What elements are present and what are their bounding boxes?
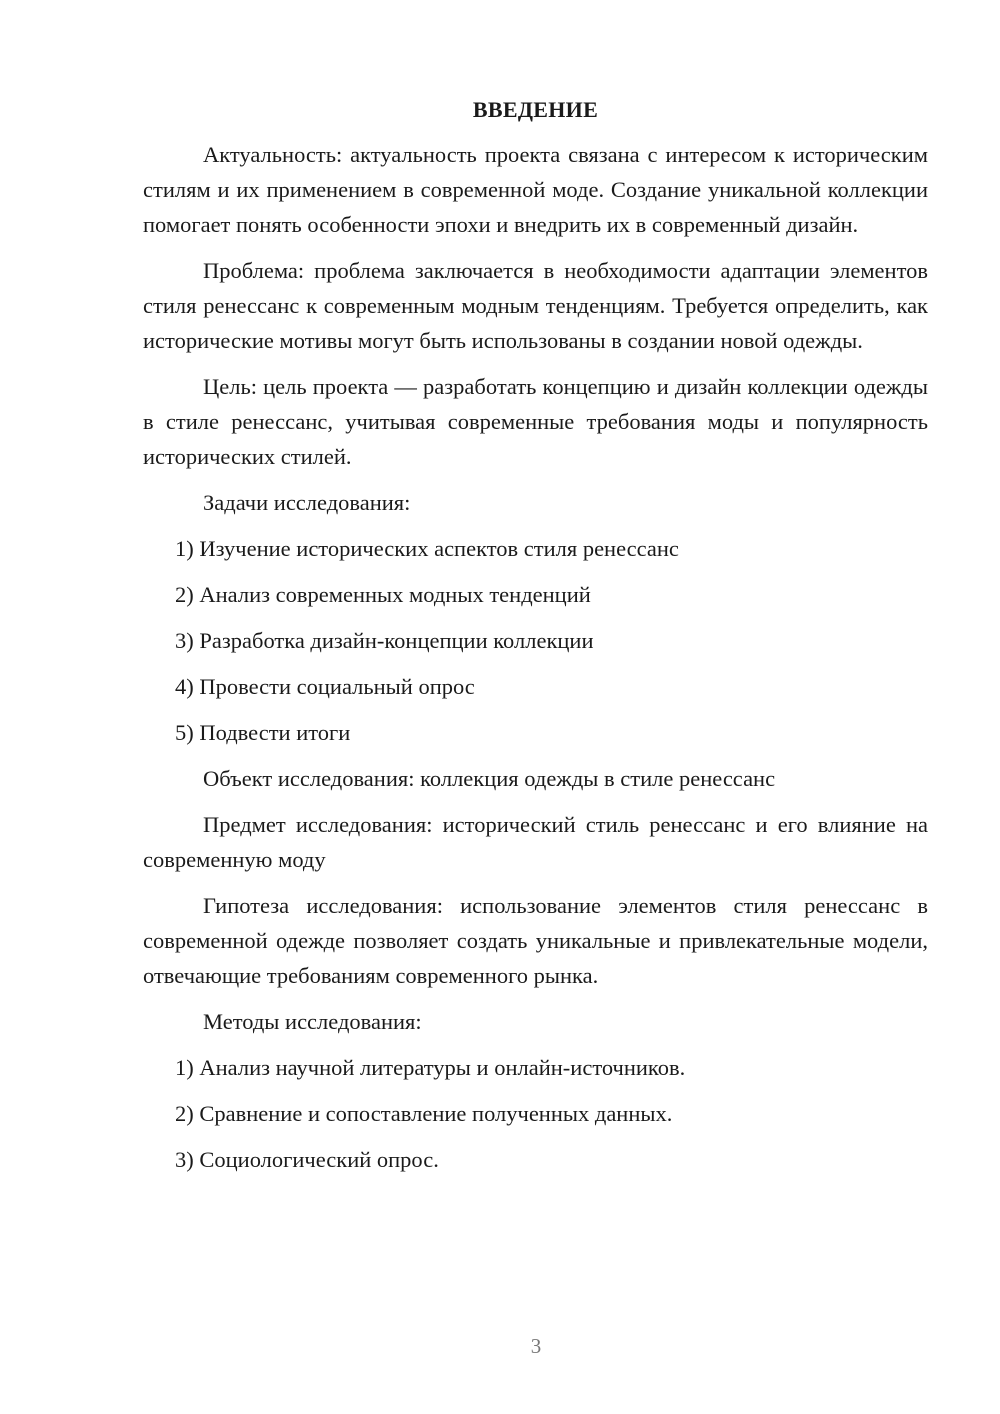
object-paragraph: Объект исследования: коллекция одежды в стиле ренессанс xyxy=(203,766,776,791)
list-item: 3) Социологический опрос. xyxy=(175,1147,439,1172)
methods-title: Методы исследования: xyxy=(203,1009,422,1034)
page-number: 3 xyxy=(530,1334,542,1358)
tasks-title: Задачи исследования: xyxy=(203,490,411,515)
list-item: 1) Изучение исторических аспектов стиля ренессанс xyxy=(175,536,679,561)
hypothesis-paragraph: Гипотеза исследования: использование элементов стиля ренессанс в современной одежде позволяет создать уникальные и привлекательные модели, отвечающие требованиям современного рынка. xyxy=(143,893,928,988)
page-title: ВВЕДЕНИЕ xyxy=(472,97,599,122)
goal-paragraph: Цель: цель проекта — разработать концепцию и дизайн коллекции одежды в стиле ренессанс, учитывая современные требования моды и популярность исторических стилей. xyxy=(143,374,928,469)
problem-paragraph: Проблема: проблема заключается в необходимости адаптации элементов стиля ренессанс к современным модным тенденциям. Требуется определить, как исторические мотивы могут быть использованы в создании новой одежды. xyxy=(143,258,928,353)
relevance-paragraph: Актуальность: актуальность проекта связана с интересом к историческим стилям и их применением в современной моде. Создание уникальной коллекции помогает понять особенности эпохи и внедрить их в современный дизайн. xyxy=(143,142,928,237)
list-item: 2) Анализ современных модных тенденций xyxy=(175,582,591,607)
list-item: 4) Провести социальный опрос xyxy=(175,674,475,699)
subject-paragraph: Предмет исследования: исторический стиль ренессанс и его влияние на современную моду xyxy=(143,812,928,872)
document-page xyxy=(143,95,928,1188)
list-item: 5) Подвести итоги xyxy=(175,720,351,745)
list-item: 3) Разработка дизайн-концепции коллекции xyxy=(175,628,594,653)
methods-list xyxy=(143,1050,928,1177)
tasks-list xyxy=(143,531,928,750)
list-item: 1) Анализ научной литературы и онлайн-источников. xyxy=(175,1055,686,1080)
list-item: 2) Сравнение и сопоставление полученных данных. xyxy=(175,1101,673,1126)
